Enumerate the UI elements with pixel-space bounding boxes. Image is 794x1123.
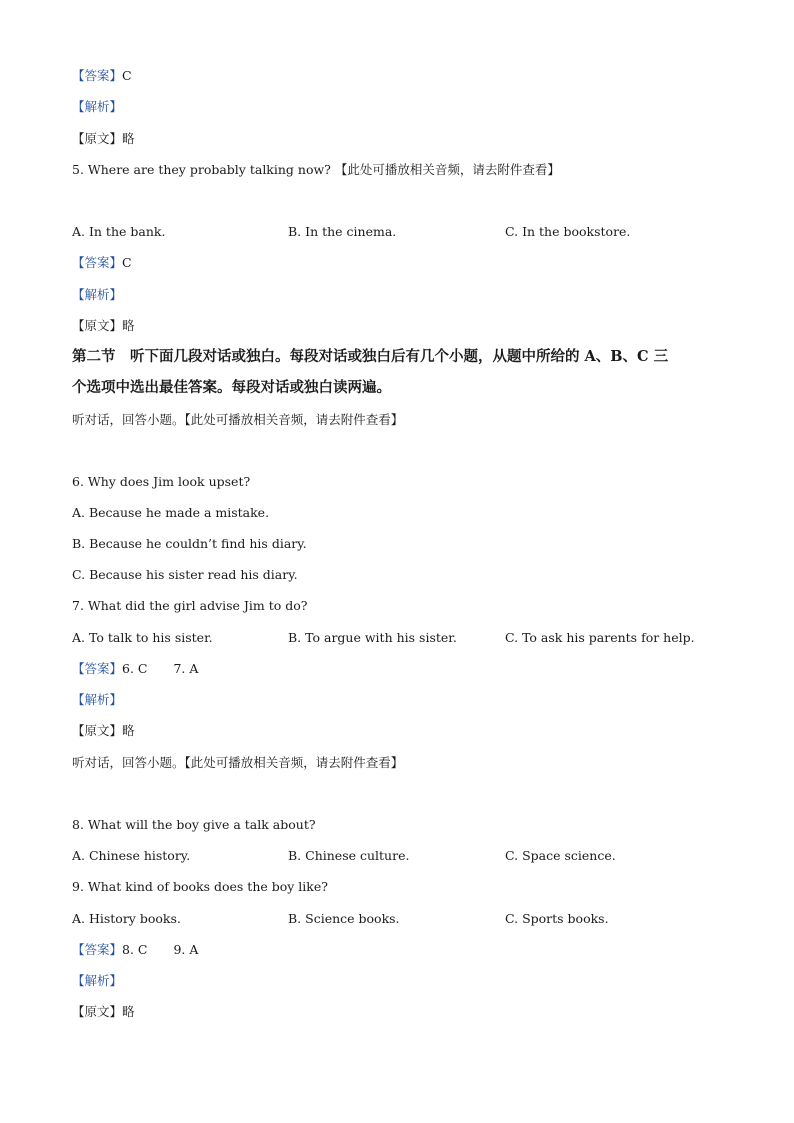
q7-option-b: B. To argue with his sister.: [288, 630, 457, 645]
analysis-label: 【解析】: [72, 973, 123, 988]
original-line-q8-q9: [72, 1003, 135, 1021]
analysis-line-q6-q7: [72, 691, 122, 709]
answer-value-9: 9. A: [173, 942, 199, 957]
question-5: 5. Where are they probably talking now? 【此处可播放相关音频，请去附件查看】: [72, 162, 560, 177]
q9-option-b: B. Science books.: [288, 911, 400, 926]
original-line-q6-q7: [72, 722, 135, 740]
q8-option-a: A. Chinese history.: [72, 848, 191, 863]
original-value: 略: [122, 131, 135, 146]
original-label: 【原文】: [72, 723, 123, 738]
q6-option-b: B. Because he couldn’t find his diary.: [72, 536, 307, 551]
q5-option-b: B. In the cinema.: [288, 224, 397, 239]
answer-label: 【答案】: [72, 942, 123, 957]
answer-line-q8-q9: [72, 941, 198, 959]
q8-option-c: C. Space science.: [505, 848, 616, 863]
question-7: 7. What did the girl advise Jim to do?: [72, 598, 308, 613]
question-8: 8. What will the boy give a talk about?: [72, 817, 316, 832]
answer-label: 【答案】: [72, 255, 123, 270]
answer-value: C: [122, 255, 132, 270]
original-label: 【原文】: [72, 1004, 123, 1019]
analysis-line-q5: [72, 286, 122, 304]
dialog-2-prompt: 听对话，回答小题。【此处可播放相关音频，请去附件查看】: [72, 755, 404, 770]
original-value: 略: [122, 723, 135, 738]
original-line-q4: [72, 130, 135, 148]
dialog-1-prompt: 听对话，回答小题。【此处可播放相关音频，请去附件查看】: [72, 412, 404, 427]
original-label: 【原文】: [72, 131, 123, 146]
q7-option-a: A. To talk to his sister.: [72, 630, 213, 645]
original-value: 略: [122, 318, 135, 333]
q5-option-a: A. In the bank.: [72, 224, 166, 239]
q5-option-c: C. In the bookstore.: [505, 224, 631, 239]
analysis-label: 【解析】: [72, 99, 123, 114]
answer-value-6: 6. C: [122, 661, 148, 676]
original-label: 【原文】: [72, 318, 123, 333]
q6-option-c: C. Because his sister read his diary.: [72, 567, 298, 582]
answer-line-q4: [72, 67, 132, 85]
answer-line-q6-q7: [72, 660, 198, 678]
answer-label: 【答案】: [72, 68, 123, 83]
answer-value-7: 7. A: [173, 661, 199, 676]
q6-option-a: A. Because he made a mistake.: [72, 505, 270, 520]
answer-label: 【答案】: [72, 661, 123, 676]
answer-line-q5: [72, 254, 132, 272]
original-value: 略: [122, 1004, 135, 1019]
q8-option-b: B. Chinese culture.: [288, 848, 410, 863]
section-2-heading-line-1: 第二节 听下面几段对话或独白。每段对话或独白后有几个小题，从题中所给的 A、B、C 三: [72, 348, 669, 365]
q9-option-c: C. Sports books.: [505, 911, 609, 926]
answer-value: C: [122, 68, 132, 83]
q7-option-c: C. To ask his parents for help.: [505, 630, 695, 645]
analysis-label: 【解析】: [72, 692, 123, 707]
q9-option-a: A. History books.: [72, 911, 181, 926]
analysis-line-q4: [72, 98, 122, 116]
question-6: 6. Why does Jim look upset?: [72, 474, 251, 489]
question-9: 9. What kind of books does the boy like?: [72, 879, 328, 894]
section-2-heading-line-2: 个选项中选出最佳答案。每段对话或独白读两遍。: [72, 379, 391, 396]
answer-value-8: 8. C: [122, 942, 148, 957]
analysis-label: 【解析】: [72, 287, 123, 302]
original-line-q5: [72, 317, 135, 335]
analysis-line-q8-q9: [72, 972, 122, 990]
